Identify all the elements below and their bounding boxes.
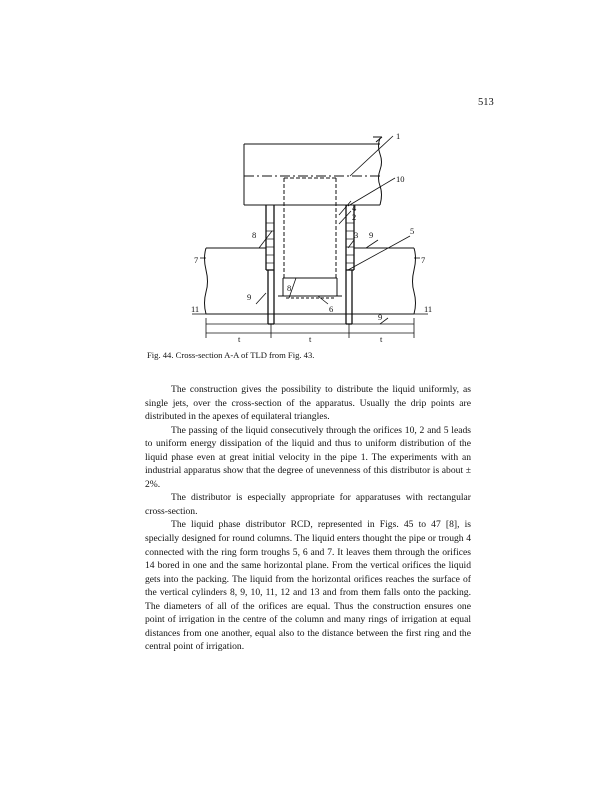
label-6: 6 [329, 304, 334, 314]
label-7-right: 7 [421, 255, 426, 265]
side-pipes [205, 248, 416, 314]
inner-tube [284, 178, 336, 278]
label-11-right: 11 [424, 304, 433, 314]
body-text [145, 383, 471, 654]
dimension-label-center: t [309, 334, 312, 344]
cross-section-drawing [188, 128, 444, 346]
cross-section-figure [188, 128, 444, 346]
label-3: 3 [354, 230, 359, 240]
label-11-left: 11 [191, 304, 200, 314]
pipe-1 [244, 137, 382, 205]
paragraph-3: The distributor is especially appropriate for apparatuses with rectangular cross-section. [145, 492, 471, 517]
label-4: 4 [352, 203, 357, 213]
paragraph-2: The passing of the liquid consecutively through the orifices 10, 2 and 5 leads to uniform energy dissipation of the liquid and thus to uniform distribution of the liquid phase even at great initial velocity in the pipe 1. The experiments with an industrial apparatus show that the degree of unevenness of this distributor is about ± 2%. [145, 424, 471, 490]
dimension-label-left: t [238, 334, 241, 344]
label-8-bottom: 8 [287, 283, 292, 293]
distributor-walls [266, 205, 357, 270]
page-number: 513 [478, 97, 494, 108]
figure-caption: Fig. 44. Cross-section A-A of TLD from Fig. 43. [147, 350, 315, 360]
label-9-left: 9 [247, 292, 252, 302]
label-9-top-right: 9 [369, 230, 374, 240]
label-2: 2 [352, 212, 357, 222]
paragraph-1: The construction gives the possibility to distribute the liquid uniformly, as single jets, over the cross-section of the apparatus. Usually the drip points are distributed in the apexes of equilateral triangles. [145, 384, 471, 423]
label-1: 1 [396, 131, 401, 141]
label-9-bottom: 9 [378, 312, 383, 322]
label-5: 5 [410, 226, 415, 236]
label-7-left: 7 [194, 255, 199, 265]
wall-hatching [266, 223, 354, 263]
label-10: 10 [396, 174, 405, 184]
paragraph-4: The liquid phase distributor RCD, represented in Figs. 45 to 47 [8], is specially designed for round columns. The liquid enters thought the pipe or trough 4 connected with the ring form troughs 5, 6 and 7. It leaves them through the orifices 14 bored in one and the same horizontal plane. From the vertical orifices the liquid gets into the packing. The liquid from the horizontal orifices reaches the surface of the vertical cylinders 8, 9, 10, 11, 12 and 13 and from them falls onto the packing. The diameters of all of the orifices are equal. Thus the construction ensures one point of irrigation in the centre of the column and many rings of irrigation at equal distances from one another, equal also to the distance between the first ring and the central point of irrigation. [145, 519, 471, 653]
dimension-label-right: t [380, 334, 383, 344]
label-8-left: 8 [252, 230, 257, 240]
